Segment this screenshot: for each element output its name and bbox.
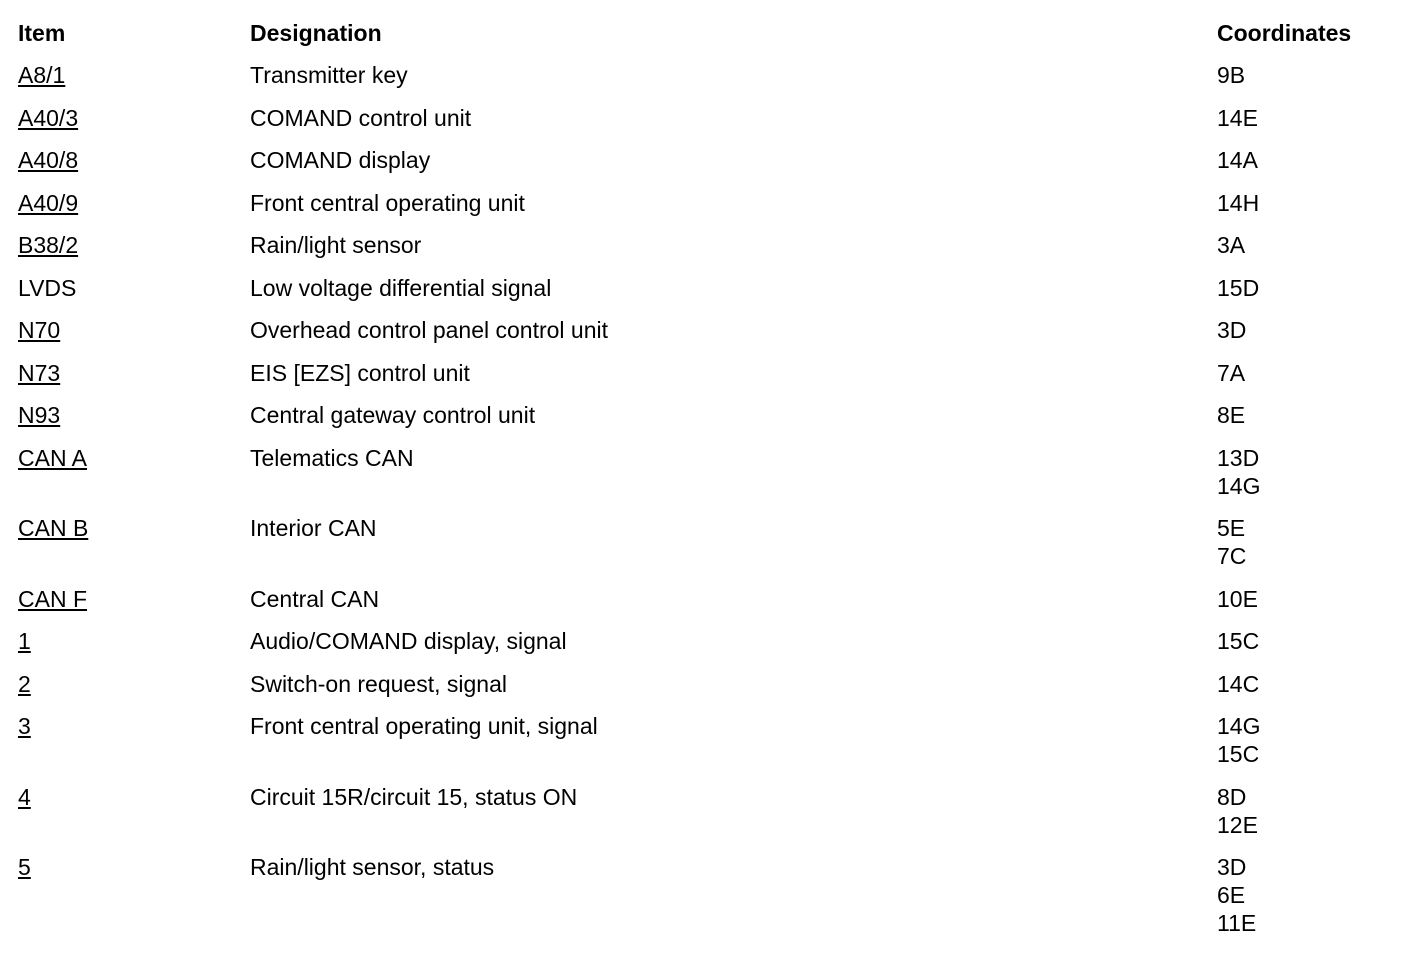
coordinate-value: 7C [1217,543,1247,569]
item-cell [0,627,250,655]
item-cell [0,189,250,217]
designation-cell: Audio/COMAND display, signal [250,628,567,654]
designation-cell: EIS [EZS] control unit [250,359,470,386]
coordinates-cell [1217,104,1397,132]
header-row [0,0,1408,61]
coordinate-value: 3D [1217,854,1247,880]
coordinate-value: 7A [1217,359,1246,386]
designation-cell: Overhead control panel control unit [250,317,608,343]
item-link[interactable]: A40/9 [18,189,79,216]
designation-cell: Front central operating unit [250,189,525,216]
item-cell [0,783,250,811]
designation-cell: Circuit 15R/circuit 15, status ON [250,783,578,810]
item-link[interactable]: CAN F [18,585,87,612]
item-link[interactable]: 5 [18,854,31,880]
coordinate-value: 14E [1217,104,1258,131]
table-row [0,585,1408,628]
table-row [0,61,1408,104]
coordinates-cell [1217,231,1397,259]
table-row [0,274,1408,317]
coordinate-value: 14C [1217,670,1260,697]
item-cell [0,316,250,344]
designation-cell: Central gateway control unit [250,402,536,428]
item-cell [0,231,250,259]
item-cell [0,359,250,387]
designation-cell: Low voltage differential signal [250,274,552,301]
table-row [0,712,1408,783]
item-link[interactable]: A40/3 [18,104,79,131]
table-row [0,444,1408,515]
coordinate-value: 15C [1217,628,1260,654]
coordinate-value: 10E [1217,585,1258,612]
designation-cell: Switch-on request, signal [250,670,507,697]
designation-cell: Transmitter key [250,62,408,88]
table-row [0,401,1408,444]
coordinates-cell [1217,712,1397,768]
item-cell [0,274,250,302]
coordinate-value: 8D [1217,783,1247,810]
coordinates-cell [1217,316,1397,344]
item-link[interactable]: 4 [18,783,31,810]
item-cell [0,444,250,472]
designation-cell: Interior CAN [250,515,377,541]
coordinates-cell [1217,401,1397,429]
designation-cell: Front central operating unit, signal [250,713,598,739]
designation-cell: COMAND control unit [250,104,472,131]
table-row [0,359,1408,402]
coordinates-cell [1217,359,1397,387]
table-row [0,146,1408,189]
item-link[interactable]: 2 [18,670,31,697]
table-row [0,627,1408,670]
coordinate-value: 6E [1217,882,1246,908]
coordinate-value: 9B [1217,62,1246,88]
coordinate-value: 3D [1217,317,1247,343]
table-row [0,189,1408,232]
item-label: LVDS [18,274,77,301]
item-link[interactable]: 1 [18,628,31,654]
coordinates-column-header: Coordinates [1217,20,1352,46]
item-cell [0,670,250,698]
coordinate-value: 15D [1217,274,1260,301]
coordinates-cell [1217,585,1397,613]
coordinate-value: 14G [1217,713,1261,739]
coordinates-cell [1217,627,1397,655]
item-cell [0,853,250,881]
item-cell [0,104,250,132]
item-cell [0,401,250,429]
coordinate-value: 12E [1217,811,1258,838]
item-link[interactable]: CAN B [18,515,89,541]
coordinate-value: 3A [1217,232,1246,258]
coordinate-value: 15C [1217,741,1260,767]
table-row [0,670,1408,713]
coordinates-cell [1217,61,1397,89]
item-cell [0,514,250,542]
table-row [0,231,1408,274]
coordinates-cell [1217,189,1397,217]
table-row [0,514,1408,585]
coordinate-value: 13D [1217,444,1260,471]
coordinate-value: 14A [1217,147,1258,173]
item-link[interactable]: CAN A [18,444,88,471]
table-row [0,104,1408,147]
designation-cell: Telematics CAN [250,444,414,471]
item-cell [0,146,250,174]
coordinate-value: 5E [1217,515,1246,541]
coordinates-cell [1217,853,1397,937]
coordinate-value: 11E [1217,910,1257,936]
item-cell [0,712,250,740]
table-row [0,853,1408,952]
item-link[interactable]: B38/2 [18,232,79,258]
coordinate-value: 14H [1217,189,1260,216]
item-link[interactable]: A40/8 [18,147,79,173]
coordinates-cell [1217,783,1397,839]
table-row [0,783,1408,854]
item-column-header: Item [18,20,66,46]
item-link[interactable]: N70 [18,317,61,343]
item-link[interactable]: 3 [18,713,31,739]
designation-cell: Central CAN [250,585,380,612]
coordinates-cell [1217,444,1397,500]
coordinates-cell [1217,514,1397,570]
item-cell [0,585,250,613]
coordinate-value: 14G [1217,472,1261,499]
designation-cell: Rain/light sensor [250,232,422,258]
item-link[interactable]: N93 [18,402,61,428]
coordinates-cell [1217,670,1397,698]
table-body [0,61,1408,952]
designation-cell: COMAND display [250,147,431,173]
item-link[interactable]: N73 [18,359,61,386]
table-row [0,316,1408,359]
coordinate-value: 8E [1217,402,1246,428]
designation-column-header: Designation [250,20,382,46]
designation-cell: Rain/light sensor, status [250,854,495,880]
coordinates-cell [1217,274,1397,302]
item-link[interactable]: A8/1 [18,62,66,88]
coordinates-cell [1217,146,1397,174]
item-cell [0,61,250,89]
